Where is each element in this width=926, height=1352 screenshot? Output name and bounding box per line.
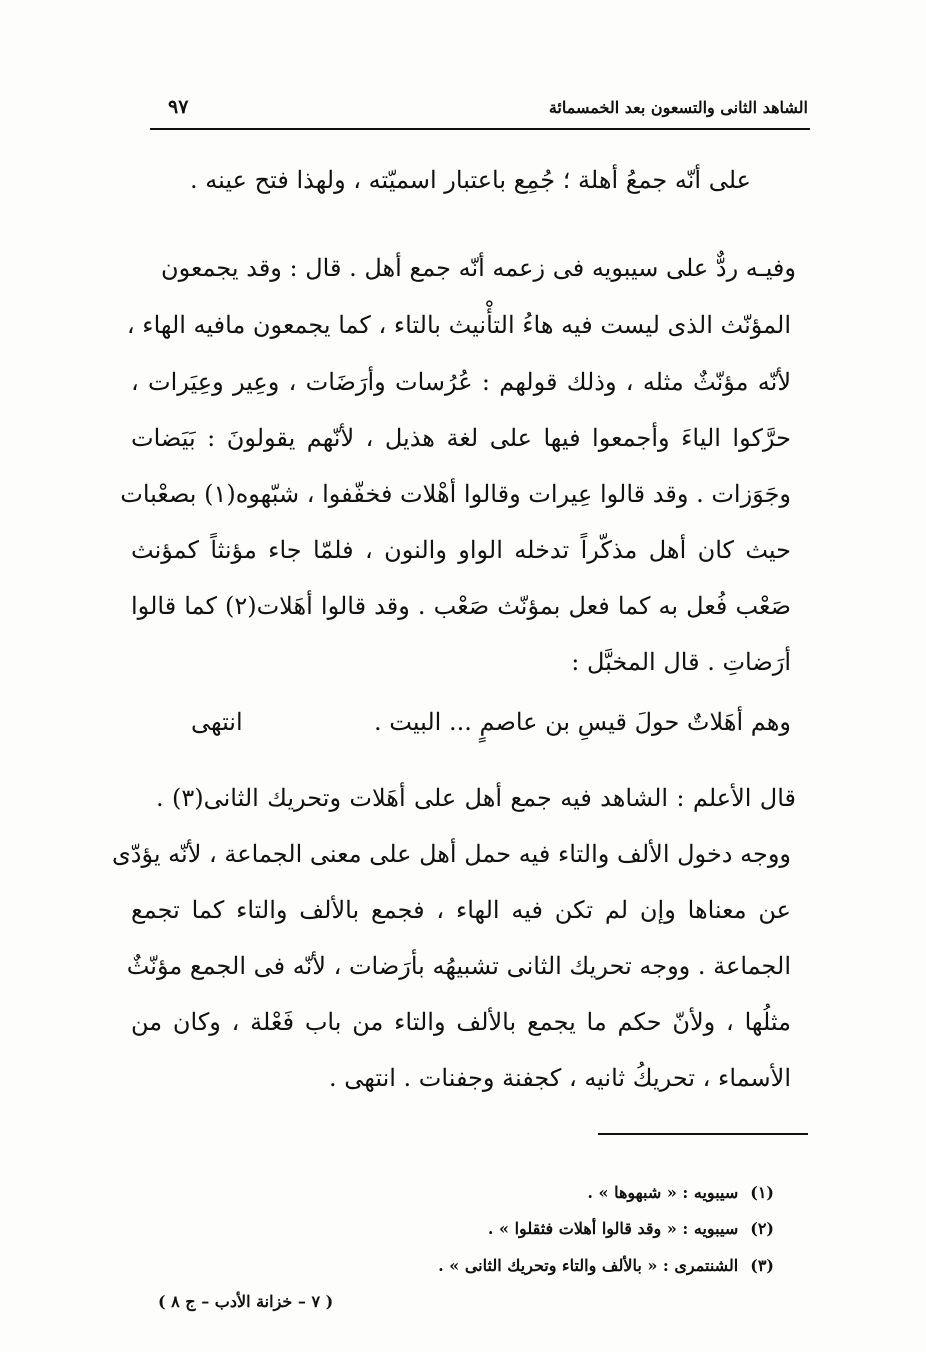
footnote-text: سيبويه : « وقد قالوا أهلات فثقلوا » .	[487, 1219, 739, 1238]
footnote	[488, 1216, 774, 1242]
chapter-title: الشاهد الثانى والتسعون بعد الخمسمائة	[548, 98, 808, 117]
footnote-number: (١)	[750, 1183, 774, 1202]
volume-signature: ( ٧ – خزانة الأدب – ج ٨ )	[158, 1292, 334, 1311]
page-number: ٩٧	[168, 96, 189, 118]
text-line: أرَضاتِ . قال المخبَّل :	[571, 648, 791, 676]
footnote	[587, 1180, 774, 1206]
text-line: وفيـه ردٌّ على سيبويه فى زعمه أنّه جمع أهل . قال : وقد يجمعون	[160, 254, 796, 282]
text-line: قال الأعلم : الشاهد فيه جمع أهل على أهَلات وتحريك الثانى(٣) .	[156, 784, 796, 812]
verse-hemistich: وهم أهَلاتٌ حولَ قيسِ بن عاصمٍ ... البيت .	[374, 708, 791, 736]
text-line: مثلُها ، ولأنّ حكم ما يجمع بالألف والتاء من باب فَعْلة ، وكان من	[131, 1008, 791, 1036]
text-line: حيث كان أهل مذكّراً تدخله الواو والنون ، فلمّا جاء مؤنثاً كمؤنث	[131, 536, 791, 564]
text-line: صَعْب فُعل به كما فعل بمؤنّث صَعْب . وقد قالوا أهَلات(٢) كما قالوا	[131, 592, 792, 620]
text-line: وجَوَزات . وقد قالوا عِيرات وقالوا أهْلات فخفّفوا ، شبّهوه(١) بصعْبات	[120, 480, 791, 508]
footnote-separator	[598, 1133, 808, 1135]
footnote-text: الشنتمرى : « بالألف والتاء وتحريك الثانى » .	[438, 1256, 739, 1275]
verse-closing: انتهى	[191, 708, 243, 736]
footnote-text: سيبويه : « شبهوها » .	[587, 1183, 739, 1202]
running-header	[150, 96, 810, 130]
text-line: على أنّه جمعُ أهلة ؛ جُمِع باعتبار اسميّته ، ولهذا فتح عينه .	[190, 166, 751, 194]
text-line: المؤنّث الذى ليست فيه هاءُ التأْنيث بالتاء ، كما يجمعون مافيه الهاء ،	[126, 311, 791, 339]
footnote-number: (٣)	[750, 1256, 774, 1275]
text-line: ووجه دخول الألف والتاء فيه حمل أهل على معنى الجماعة ، لأنّه يؤدّى	[111, 840, 791, 868]
text-line: عن معناها وإن لم تكن فيه الهاء ، فجمع بالألف والتاء كما تجمع	[131, 896, 791, 924]
text-line: الأسماء ، تحريكُ ثانيه ، كجفنة وجفنات . انتهى .	[329, 1064, 791, 1092]
footnote-number: (٢)	[750, 1219, 774, 1238]
text-line: الجماعة . ووجه تحريك الثانى تشبيهُه بأرَضات ، لأنّه فى الجمع مؤنّثٌ	[126, 952, 791, 980]
text-line: حرَّكوا الياءَ وأجمعوا فيها على لغة هذيل ، لأنّهم يقولونَ : بَيَضات	[131, 424, 791, 452]
verse-line	[191, 700, 791, 744]
footnote	[438, 1253, 774, 1279]
text-line: لأنّه مؤنّثٌ مثله ، وذلك قولهم : عُرُسات وأرَضَات ، وعِير وعِيَرات ،	[131, 368, 791, 396]
